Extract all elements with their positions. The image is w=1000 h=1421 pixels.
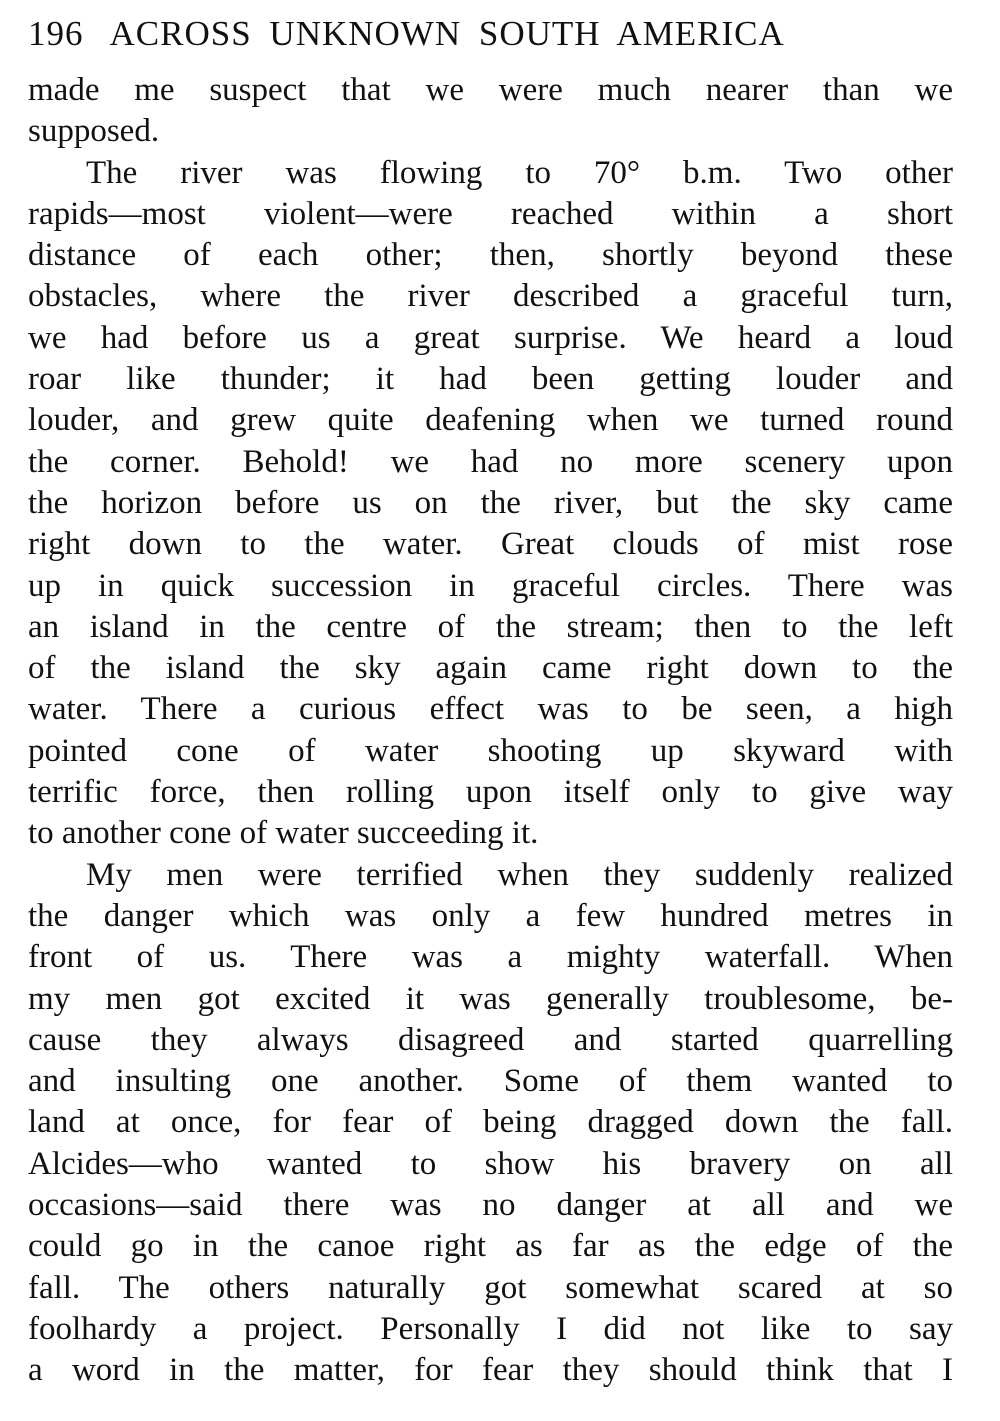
body-text: [28, 70, 953, 1392]
text-line: rapids—most violent—were reached within a short: [28, 195, 953, 232]
text-line: occasions—said there was no danger at all and we: [28, 1187, 953, 1224]
text-line: we had before us a great surprise. We heard a loud: [28, 319, 953, 356]
text-line: made me suspect that we were much nearer than we: [28, 72, 953, 108]
text-line: front of us. There was a mighty waterfall. When: [28, 939, 953, 976]
text-line: obstacles, where the river described a graceful turn,: [28, 278, 953, 315]
text-line: pointed cone of water shooting up skyward with: [28, 732, 953, 769]
text-line: of the island the sky again came right down to the: [28, 650, 953, 687]
text-line: water. There a curious effect was to be seen, a high: [28, 691, 953, 728]
running-title: ACROSS UNKNOWN SOUTH AMERICA: [109, 14, 785, 53]
text-line: My men were terrified when they suddenly realized: [86, 856, 953, 893]
text-line: the horizon before us on the river, but the sky came: [28, 484, 953, 521]
text-line: and insulting one another. Some of them wanted to: [28, 1063, 953, 1100]
text-line: louder, and grew quite deafening when we turned round: [28, 402, 953, 439]
text-line: roar like thunder; it had been getting louder and: [28, 361, 953, 398]
text-line: my men got excited it was generally troublesome, be-: [28, 980, 953, 1017]
text-line: fall. The others naturally got somewhat scared at so: [28, 1269, 953, 1306]
text-line: up in quick succession in graceful circles. There was: [28, 567, 953, 604]
text-line: to another cone of water succeeding it.: [28, 815, 539, 852]
text-line: the danger which was only a few hundred metres in: [28, 897, 953, 934]
text-line: The river was flowing to 70° b.m. Two other: [86, 154, 953, 191]
text-line: an island in the centre of the stream; then to the left: [28, 608, 953, 645]
paragraph-3: [28, 855, 953, 1392]
running-header: [28, 14, 953, 70]
text-line: could go in the canoe right as far as the edge of the: [28, 1228, 953, 1265]
page-number: 196: [28, 14, 84, 53]
text-line: terrific force, then rolling upon itself only to give way: [28, 774, 953, 811]
text-line: foolhardy a project. Personally I did not like to say: [28, 1310, 953, 1347]
paragraph-1: [28, 70, 953, 153]
text-line: supposed.: [28, 113, 160, 150]
text-line: a word in the matter, for fear they should think that I: [28, 1352, 953, 1389]
text-line: land at once, for fear of being dragged down the fall.: [28, 1104, 953, 1141]
book-page: [28, 14, 953, 1392]
text-line: right down to the water. Great clouds of mist rose: [28, 526, 953, 563]
text-line: Alcides—who wanted to show his bravery on all: [28, 1145, 953, 1182]
text-line: the corner. Behold! we had no more scenery upon: [28, 443, 953, 480]
paragraph-2: [28, 153, 953, 855]
text-line: distance of each other; then, shortly beyond these: [28, 237, 953, 274]
text-line: cause they always disagreed and started quarrelling: [28, 1021, 953, 1058]
